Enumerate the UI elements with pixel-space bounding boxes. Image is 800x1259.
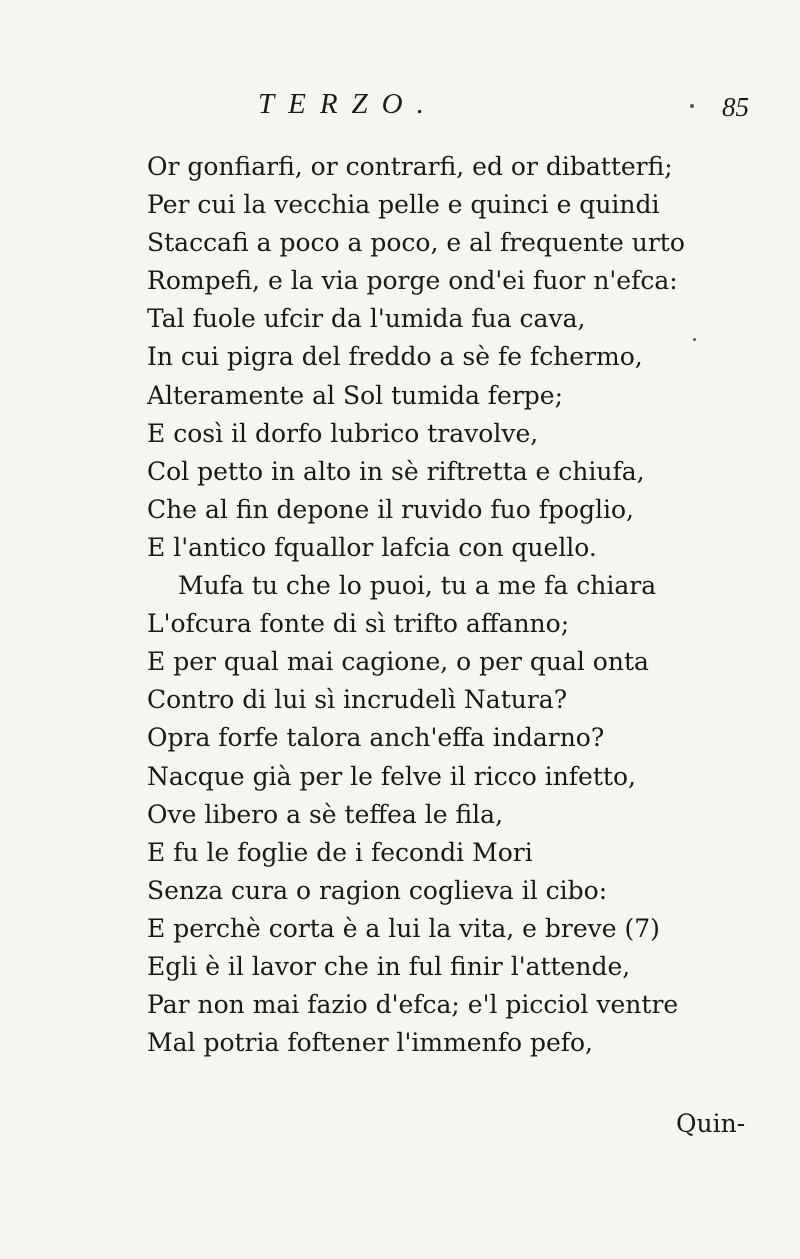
verse-line: In cui pigra del freddo a sè fe fchermo,	[147, 342, 643, 372]
verse-line: Che al fin depone il ruvido fuo fpoglio,	[147, 494, 634, 524]
verse-line: Mufa tu che lo puoi, tu a me fa chiara	[178, 571, 657, 601]
verse-line: Per cui la vecchia pelle e quinci e quindi	[147, 190, 660, 220]
verse-line: Ove libero a sè teffea le fila,	[147, 799, 504, 829]
verse-line: Senza cura o ragion coglieva il cibo:	[147, 875, 608, 905]
verse-line: Tal fuole ufcir da l'umida fua cava,	[147, 304, 586, 334]
verse-line: E l'antico fquallor lafcia con quello.	[147, 532, 597, 562]
verse-block	[147, 148, 777, 1062]
running-title: TERZO.	[258, 88, 438, 120]
verse-line: Opra forfe talora anch'effa indarno?	[147, 723, 605, 753]
verse-line: Egli è il lavor che in ful finir l'attende,	[147, 951, 631, 981]
verse-line: E perchè corta è a lui la vita, e breve (7)	[147, 913, 660, 943]
verse-line: Nacque già per le felve il ricco infetto,	[147, 761, 636, 791]
ink-speck	[690, 104, 694, 108]
verse-line: E per qual mai cagione, o per qual onta	[147, 647, 649, 677]
verse-line: E fu le foglie de i fecondi Mori	[147, 837, 533, 867]
verse-line: Staccafi a poco a poco, e al frequente urto	[147, 228, 685, 258]
verse-line: Alteramente al Sol tumida ferpe;	[147, 380, 564, 410]
verse-line: Rompefi, e la via porge ond'ei fuor n'efca:	[147, 266, 678, 296]
verse-line: Mal potria foftener l'immenfo pefo,	[147, 1028, 594, 1058]
verse-line: L'ofcura fonte di sì trifto affanno;	[147, 609, 570, 639]
verse-line: Or gonfiarfi, or contrarfi, ed or dibatterfi;	[147, 152, 673, 181]
catchword: Quin-	[676, 1109, 746, 1138]
page-number: 85	[722, 92, 749, 122]
ink-speck	[693, 338, 696, 341]
verse-line: Col petto in alto in sè riftretta e chiufa,	[147, 456, 645, 486]
verse-line: Par non mai fazio d'efca; e'l picciol ventre	[147, 990, 679, 1020]
verse-line: E così il dorfo lubrico travolve,	[147, 418, 539, 448]
verse-line: Contro di lui sì incrudelì Natura?	[147, 685, 568, 715]
